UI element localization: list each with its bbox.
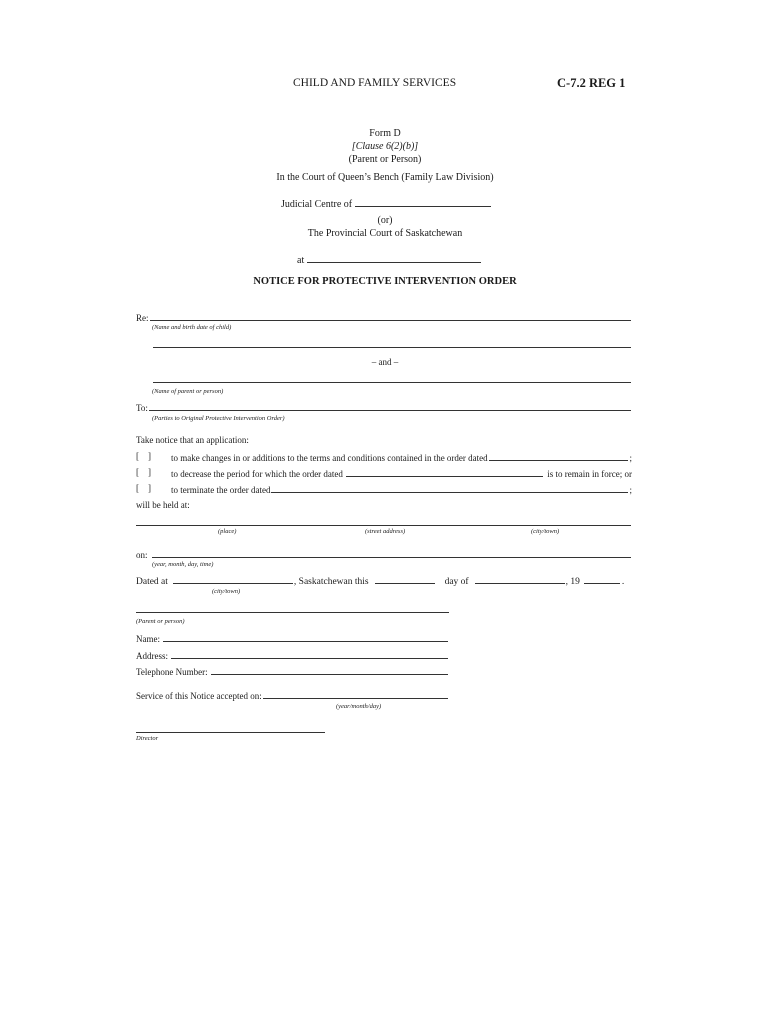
- on-line: [136, 548, 632, 560]
- dated-at-label: Dated at: [136, 577, 168, 587]
- name-label: Name:: [136, 634, 160, 644]
- at-location-field[interactable]: [307, 253, 481, 263]
- service-date-caption: (year/month/day): [336, 703, 382, 710]
- address-label: Address:: [136, 651, 168, 661]
- at-label: at: [297, 255, 305, 266]
- option-2-checkbox[interactable]: [ ]: [136, 467, 151, 477]
- option-1-line: [171, 451, 632, 463]
- option-3-line: [171, 483, 632, 495]
- option-1-checkbox[interactable]: [ ]: [136, 451, 151, 461]
- telephone-field[interactable]: [211, 665, 448, 675]
- option-3-text: to terminate the order dated: [171, 485, 271, 495]
- address-field[interactable]: [171, 649, 448, 659]
- to-parties-field[interactable]: [149, 401, 631, 411]
- dated-line: [136, 574, 636, 587]
- dated-city-caption: (city/town): [212, 588, 241, 595]
- form-number: Form D: [369, 128, 401, 139]
- saskatchewan-this-label: , Saskatchewan this: [293, 577, 369, 587]
- day-of-label: day of: [444, 577, 469, 587]
- held-at-label: will be held at:: [136, 500, 190, 510]
- application-intro: Take notice that an application:: [136, 435, 249, 445]
- clause-reference: [Clause 6(2)(b)]: [351, 141, 419, 152]
- child-caption: (Name and birth date of child): [152, 324, 232, 331]
- option-2-text: to decrease the period for which the order dated: [171, 469, 343, 479]
- judicial-centre-line: [281, 197, 491, 210]
- and-separator: – and –: [371, 357, 399, 367]
- judicial-centre-field[interactable]: [355, 197, 491, 207]
- name-line: [136, 632, 449, 644]
- place-caption: (place): [218, 528, 237, 535]
- parent-caption: (Name of parent or person): [152, 388, 224, 395]
- notice-title: NOTICE FOR PROTECTIVE INTERVENTION ORDER: [253, 276, 517, 287]
- year-prefix-label: , 19: [565, 577, 580, 587]
- hearing-location-field[interactable]: [136, 525, 631, 526]
- option-1-end: ;: [629, 453, 632, 463]
- on-caption: (year, month, day, time): [152, 561, 214, 568]
- to-caption: (Parties to Original Protective Intervention Order): [152, 415, 285, 422]
- act-title: CHILD AND FAMILY SERVICES: [293, 77, 457, 89]
- service-date-field[interactable]: [263, 689, 448, 699]
- re-line: [136, 311, 632, 323]
- option-3-end: ;: [629, 485, 632, 495]
- to-label: To:: [136, 403, 148, 413]
- child-extra-line[interactable]: [153, 347, 631, 348]
- dated-day-field[interactable]: [375, 574, 435, 584]
- option-2-date-field[interactable]: [346, 467, 543, 477]
- director-signature-field[interactable]: [136, 732, 325, 733]
- dated-period: .: [621, 577, 625, 587]
- address-line: [136, 649, 449, 661]
- telephone-line: [136, 665, 449, 677]
- city-caption: (city/town): [531, 528, 560, 535]
- dated-year-field[interactable]: [584, 574, 620, 584]
- judicial-centre-label: Judicial Centre of: [281, 199, 353, 210]
- option-3-checkbox[interactable]: [ ]: [136, 483, 151, 493]
- re-label: Re:: [136, 313, 149, 323]
- at-line: [297, 253, 481, 266]
- dated-month-field[interactable]: [475, 574, 565, 584]
- parent-signature-field[interactable]: [136, 612, 449, 613]
- street-caption: (street address): [365, 528, 406, 535]
- or-separator: (or): [377, 215, 393, 226]
- option-3-date-field[interactable]: [271, 483, 628, 493]
- parent-name-field[interactable]: [153, 382, 631, 383]
- option-2-end: is to remain in force; or: [547, 469, 632, 479]
- child-name-field[interactable]: [150, 311, 632, 321]
- service-label: Service of this Notice accepted on:: [136, 691, 262, 701]
- service-line: [136, 689, 449, 701]
- court-name-queens-bench: In the Court of Queen’s Bench (Family Law Division): [276, 172, 494, 183]
- hearing-datetime-field[interactable]: [152, 548, 631, 558]
- telephone-label: Telephone Number:: [136, 667, 208, 677]
- option-1-date-field[interactable]: [489, 451, 629, 461]
- option-1-text: to make changes in or additions to the terms and conditions contained in the order dated: [171, 453, 488, 463]
- to-line: [136, 401, 632, 413]
- court-name-provincial: The Provincial Court of Saskatchewan: [307, 228, 463, 239]
- on-label: on:: [136, 550, 148, 560]
- regulation-number: C-7.2 REG 1: [557, 76, 626, 90]
- dated-city-field[interactable]: [173, 574, 293, 584]
- party-type: (Parent or Person): [348, 154, 422, 165]
- option-2-line: [171, 467, 632, 479]
- director-caption: Director: [136, 735, 159, 742]
- parent-signature-caption: (Parent or person): [136, 618, 185, 625]
- name-field[interactable]: [163, 632, 448, 642]
